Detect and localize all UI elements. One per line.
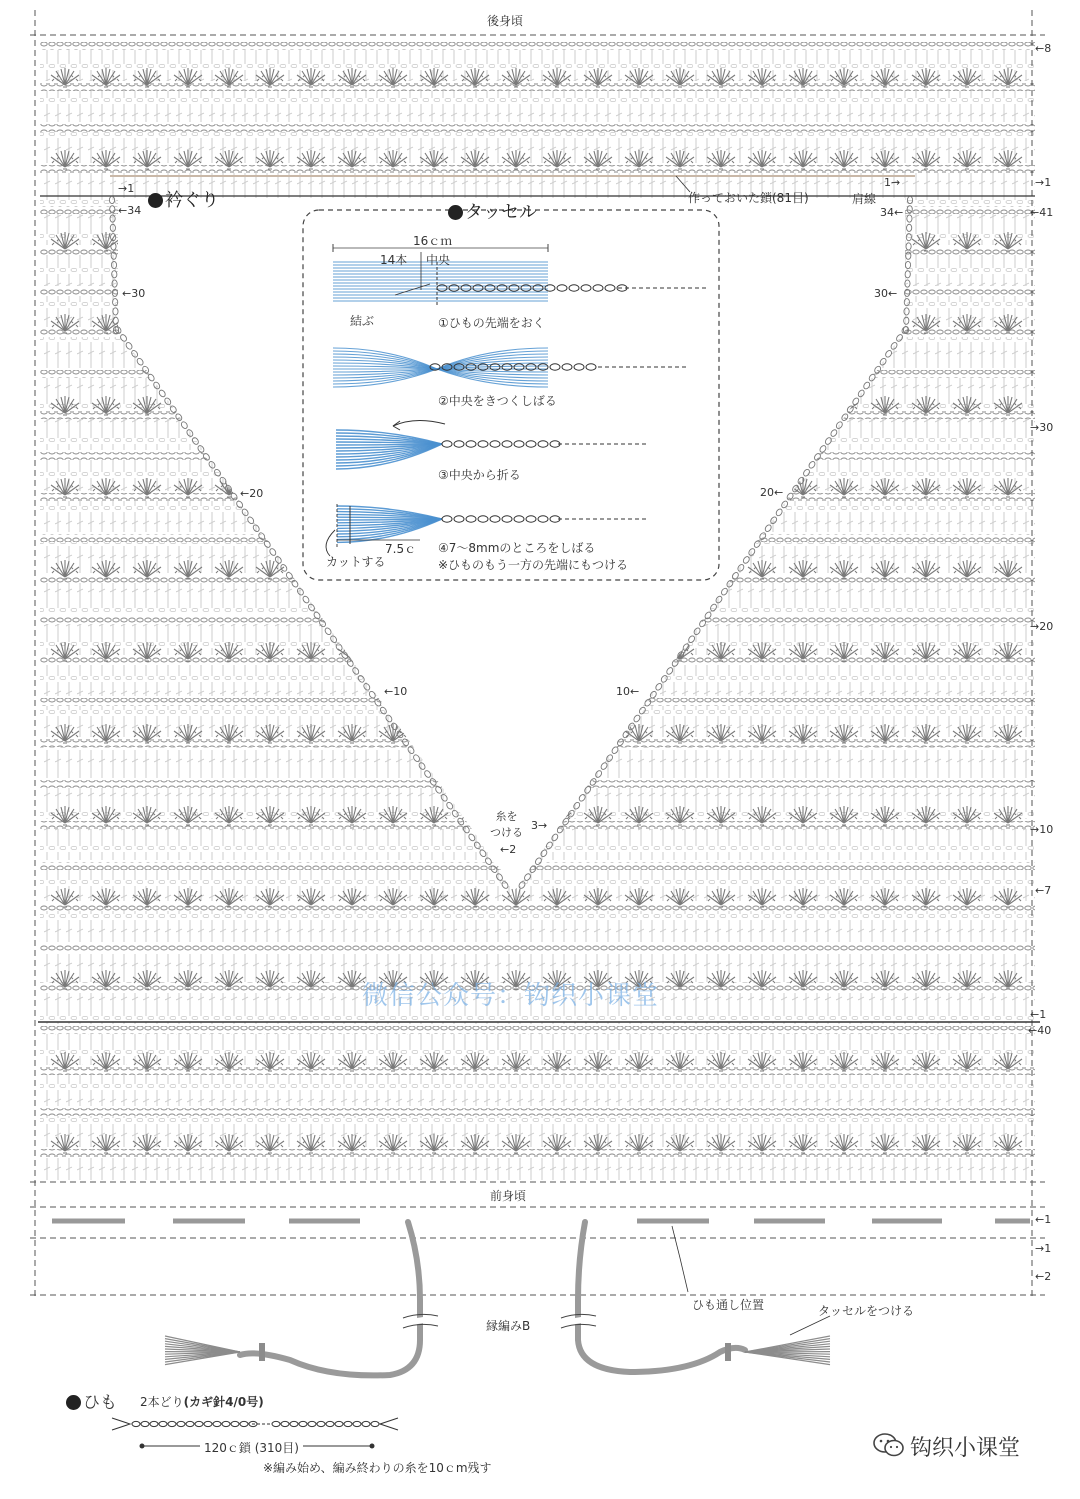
- front-body-label: 前身頃: [490, 1189, 527, 1203]
- tassel-cut: カットする: [326, 555, 386, 569]
- watermark: 微信公众号：钩织小课堂: [362, 981, 660, 1011]
- row-marker-neck-r-1: 1→: [884, 176, 901, 189]
- row-marker-left-10: ←10: [384, 685, 408, 698]
- attach-yarn-label: [490, 809, 523, 841]
- tassel-title: [448, 198, 537, 224]
- tassel-step2: ②中央をきつくしばる: [438, 394, 557, 408]
- row-marker-right-20: →20: [1030, 620, 1054, 633]
- row-marker-right-10: →10: [1030, 823, 1054, 836]
- tassel-title-text: タッセル: [465, 202, 537, 223]
- neckline-title-text: 衿ぐり: [165, 190, 219, 211]
- tassel-strands: 14本: [380, 253, 408, 267]
- row-marker-right-1: →1: [1035, 176, 1052, 189]
- row-marker-right-30: →30: [1030, 421, 1054, 434]
- cord-left: [240, 1222, 420, 1375]
- neckline-title: [148, 186, 219, 212]
- row-marker-neck-r-10: 10←: [616, 685, 640, 698]
- row-marker-bottom-1b: →1: [1035, 1242, 1052, 1255]
- row-marker-left-1: →1: [118, 182, 135, 195]
- cord-spec-strands: 2本どり: [140, 1395, 184, 1409]
- tassel-length: 7.5ｃ: [385, 542, 417, 556]
- edging-b-label: 縁編みB: [486, 1319, 531, 1333]
- row-marker-neck-r-30: 30←: [874, 287, 898, 300]
- tassel-step4-note: ※ひものもう一方の先端にもつける: [438, 558, 629, 572]
- row-marker-right-41: ←41: [1030, 206, 1054, 219]
- cord-spec: [140, 1393, 264, 1410]
- cord-title: [66, 1388, 117, 1413]
- bullet-icon: [66, 1395, 81, 1410]
- attach-tassel-label: タッセルをつける: [818, 1304, 915, 1318]
- attach-yarn-line2: つける: [490, 826, 523, 839]
- brand-name: 钩织小课堂: [910, 1436, 1021, 1461]
- tassel-step1: ①ひもの先端をおく: [438, 316, 545, 330]
- row-marker-neck-r-3: 3→: [531, 819, 548, 832]
- made-chain-label: 作っておいた鎖(81目): [688, 191, 809, 205]
- bullet-icon: [148, 193, 163, 208]
- row-marker-right-1b: ←1: [1030, 1008, 1047, 1021]
- row-marker-neck-r-34: 34←: [880, 206, 904, 219]
- tassel-step3: ③中央から折る: [438, 468, 521, 482]
- row-marker-left-30: ←30: [122, 287, 146, 300]
- tassel-step4: ④7～8mmのところをしばる: [438, 541, 596, 555]
- row-marker-right-8: ←8: [1035, 42, 1052, 55]
- row-marker-right-7: ←7: [1035, 884, 1052, 897]
- back-body-label: 後身頃: [487, 14, 524, 28]
- cord-title-text: ひも: [83, 1393, 117, 1413]
- bullet-icon: [448, 205, 463, 220]
- tassel-center: 中央: [426, 253, 451, 267]
- wechat-icon: [872, 1432, 906, 1458]
- cord-note: ※編み始め、編み終わりの糸を10ｃm残す: [263, 1461, 492, 1475]
- attach-yarn-line1: 糸を: [495, 810, 518, 823]
- row-marker-bottom-1: ←1: [1035, 1213, 1052, 1226]
- row-marker-bottom-2: ←2: [1035, 1270, 1052, 1283]
- tassel-tie: 結ぶ: [350, 314, 375, 328]
- row-marker-right-40: ←40: [1028, 1024, 1052, 1037]
- string-position-label: ひも通し位置: [692, 1298, 765, 1312]
- cord-length: 120ｃ鎖 (310目): [200, 1439, 303, 1456]
- row-marker-neck-r-20: 20←: [760, 486, 784, 499]
- row-marker-left-2: ←2: [500, 843, 517, 856]
- row-marker-left-20: ←20: [240, 487, 264, 500]
- row-marker-left-34: ←34: [118, 204, 142, 217]
- tassel-width: 16ｃｍ: [413, 234, 453, 248]
- cord-spec-hook: (カギ針4/0号): [183, 1395, 264, 1409]
- shoulder-line-label: 肩線: [852, 192, 877, 206]
